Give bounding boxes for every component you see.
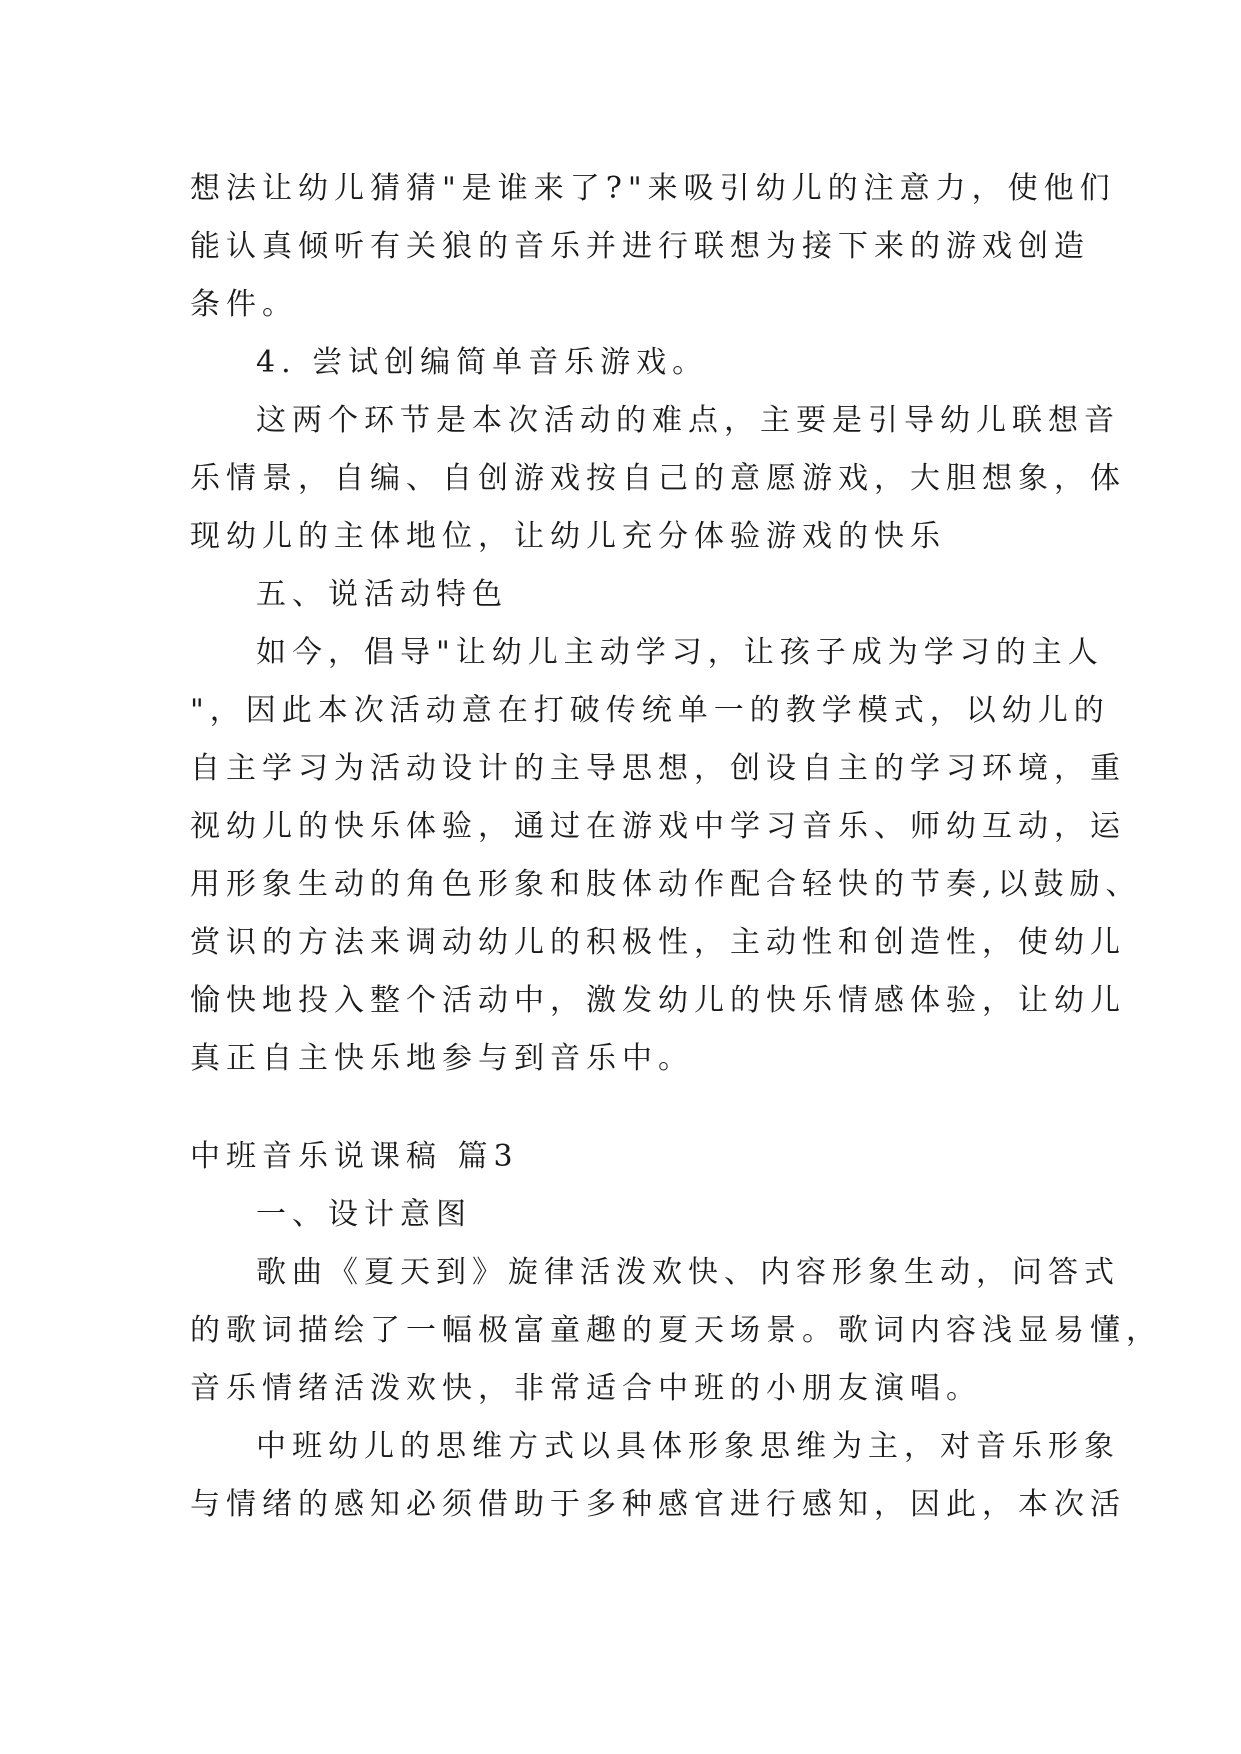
paragraph-line: 能认真倾听有关狼的音乐并进行联想为接下来的游戏创造 bbox=[190, 229, 1090, 264]
document-title: 中班音乐说课稿 篇3 bbox=[190, 1139, 519, 1174]
paragraph-line: 真正自主快乐地参与到音乐中。 bbox=[190, 1041, 694, 1076]
paragraph-line: 乐情景，自编、自创游戏按自己的意愿游戏，大胆想象，体 bbox=[190, 461, 1126, 496]
paragraph-line: 想法让幼儿猜猜"是谁来了?"来吸引幼儿的注意力，使他们 bbox=[190, 171, 1116, 206]
paragraph-line: "，因此本次活动意在打破传统单一的教学模式，以幼儿的 bbox=[190, 693, 1110, 728]
paragraph-line: 音乐情绪活泼欢快，非常适合中班的小朋友演唱。 bbox=[190, 1371, 982, 1406]
document-page bbox=[190, 160, 1162, 1534]
paragraph-line: 中班幼儿的思维方式以具体形象思维为主，对音乐形象 bbox=[256, 1429, 1120, 1464]
paragraph-line: 的歌词描绘了一幅极富童趣的夏天场景。歌词内容浅显易懂， bbox=[190, 1313, 1162, 1348]
section-heading: 一、设计意图 bbox=[256, 1197, 472, 1232]
paragraph-line: 自主学习为活动设计的主导思想，创设自主的学习环境，重 bbox=[190, 751, 1126, 786]
paragraph-line: 与情绪的感知必须借助于多种感官进行感知，因此，本次活 bbox=[190, 1487, 1126, 1522]
paragraph-line: 现幼儿的主体地位，让幼儿充分体验游戏的快乐 bbox=[190, 519, 946, 554]
section-heading: 五、说活动特色 bbox=[256, 577, 508, 612]
paragraph-line: 歌曲《夏天到》旋律活泼欢快、内容形象生动，问答式 bbox=[256, 1255, 1120, 1290]
spacer bbox=[190, 1088, 1050, 1128]
paragraph-line: 条件。 bbox=[190, 287, 298, 322]
item-heading: 4. 尝试创编简单音乐游戏。 bbox=[256, 345, 709, 380]
paragraph-line: 愉快地投入整个活动中，激发幼儿的快乐情感体验，让幼儿 bbox=[190, 983, 1126, 1018]
paragraph-line: 赏识的方法来调动幼儿的积极性，主动性和创造性，使幼儿 bbox=[190, 925, 1126, 960]
paragraph-line: 如今，倡导"让幼儿主动学习，让孩子成为学习的主人 bbox=[256, 635, 1104, 670]
paragraph-line: 视幼儿的快乐体验，通过在游戏中学习音乐、师幼互动，运 bbox=[190, 809, 1126, 844]
paragraph-line: 用形象生动的角色形象和肢体动作配合轻快的节奏,以鼓励、 bbox=[190, 867, 1142, 902]
paragraph-line: 这两个环节是本次活动的难点，主要是引导幼儿联想音 bbox=[256, 403, 1120, 438]
